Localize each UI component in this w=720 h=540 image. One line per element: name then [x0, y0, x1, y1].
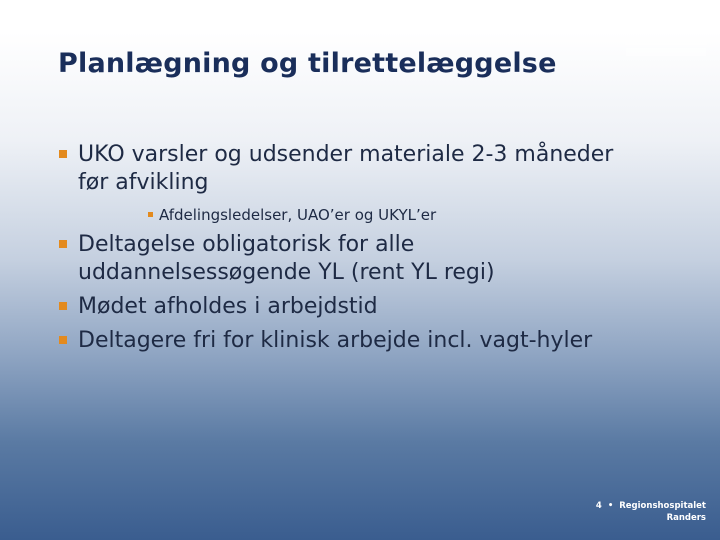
- hospital-logo-icon: [616, 6, 710, 62]
- bullet-marker-icon: [59, 240, 67, 248]
- footer-separator: •: [607, 501, 614, 511]
- footer-org-line1: Regionshospitalet: [619, 501, 706, 511]
- bullet-list: [58, 141, 618, 355]
- sub-bullet-text: Afdelingsledelser, UAO’er og UKYL’er: [159, 206, 437, 224]
- footer-org-line2: Randers: [666, 513, 706, 523]
- bullet-marker-icon: [148, 212, 153, 217]
- bullet-marker-icon: [59, 150, 67, 158]
- bullet-item: [58, 141, 618, 197]
- bullet-text: Deltagere fri for klinisk arbejde incl. vagt-hyler: [78, 328, 593, 353]
- page-number: 4: [595, 501, 602, 511]
- bullet-text: Mødet afholdes i arbejdstid: [78, 294, 378, 319]
- sub-bullet-item: [147, 205, 618, 225]
- slide-title: Planlægning og tilrettelæggelse: [58, 48, 557, 79]
- bullet-item: [58, 327, 618, 355]
- bullet-marker-icon: [59, 336, 67, 344]
- slide-footer: [596, 500, 706, 524]
- bullet-text: Deltagelse obligatorisk for alle uddannelsessøgende YL (rent YL regi): [78, 232, 495, 285]
- bullet-item: [58, 231, 618, 287]
- bullet-text: UKO varsler og udsender materiale 2-3 måneder før afvikling: [78, 142, 614, 195]
- bullet-item: [58, 293, 618, 321]
- bullet-marker-icon: [59, 302, 67, 310]
